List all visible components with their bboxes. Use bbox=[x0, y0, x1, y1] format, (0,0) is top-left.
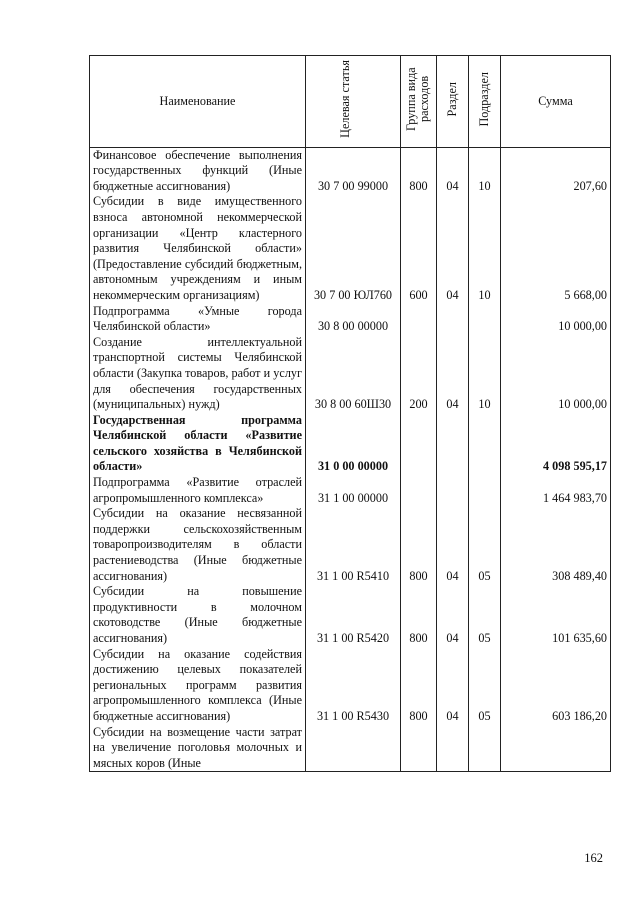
cell-subsection: 05 bbox=[469, 506, 501, 584]
cell-group: 800 bbox=[401, 147, 437, 194]
cell-group bbox=[401, 725, 437, 772]
cell-name: Государственная программа Челябинской области «Развитие сельского хозяйства в Челябинской области» bbox=[90, 413, 306, 475]
header-subsection-text: Подраздел bbox=[477, 71, 491, 127]
table-row bbox=[90, 335, 611, 413]
cell-section: 04 bbox=[437, 194, 469, 303]
header-sum: Сумма bbox=[501, 56, 611, 148]
cell-name: Субсидии на повышение продуктивности в молочном скотоводстве (Иные бюджетные ассигнования) bbox=[90, 584, 306, 646]
page-number: 162 bbox=[584, 851, 603, 865]
cell-target bbox=[306, 725, 401, 772]
table-row bbox=[90, 304, 611, 335]
budget-table bbox=[89, 55, 611, 772]
cell-group: 200 bbox=[401, 335, 437, 413]
header-target-text: Целевая статья bbox=[338, 60, 352, 138]
cell-group: 800 bbox=[401, 647, 437, 725]
cell-group: 600 bbox=[401, 194, 437, 303]
cell-group bbox=[401, 413, 437, 475]
cell-target: 31 1 00 00000 bbox=[306, 475, 401, 506]
cell-group bbox=[401, 475, 437, 506]
cell-sum: 603 186,20 bbox=[501, 647, 611, 725]
cell-target: 30 7 00 ЮЛ760 bbox=[306, 194, 401, 303]
cell-sum: 10 000,00 bbox=[501, 335, 611, 413]
cell-subsection bbox=[469, 413, 501, 475]
cell-section: 04 bbox=[437, 147, 469, 194]
cell-section: 04 bbox=[437, 584, 469, 646]
cell-target: 30 7 00 99000 bbox=[306, 147, 401, 194]
cell-name: Субсидии на оказание содействия достижению целевых показателей региональных программ развития агропромышленного комплекса (Иные бюджетные ассигнования) bbox=[90, 647, 306, 725]
cell-target: 31 0 00 00000 bbox=[306, 413, 401, 475]
table-row bbox=[90, 506, 611, 584]
cell-section bbox=[437, 475, 469, 506]
table-row bbox=[90, 584, 611, 646]
header-subsection bbox=[469, 56, 501, 148]
cell-subsection: 05 bbox=[469, 647, 501, 725]
cell-subsection: 10 bbox=[469, 335, 501, 413]
cell-name: Создание интеллектуальной транспортной системы Челябинской области (Закупка товаров, работ и услуг для обеспечения государственных (муниципальных) нужд) bbox=[90, 335, 306, 413]
table-row bbox=[90, 413, 611, 475]
cell-section bbox=[437, 304, 469, 335]
table-row bbox=[90, 147, 611, 194]
cell-section: 04 bbox=[437, 506, 469, 584]
table-row bbox=[90, 475, 611, 506]
cell-subsection bbox=[469, 475, 501, 506]
table-row bbox=[90, 725, 611, 772]
table-row bbox=[90, 647, 611, 725]
header-group-text: Группа вида расходов bbox=[403, 67, 431, 131]
header-name: Наименование bbox=[90, 56, 306, 148]
table-body bbox=[90, 147, 611, 772]
cell-sum: 4 098 595,17 bbox=[501, 413, 611, 475]
cell-subsection: 10 bbox=[469, 194, 501, 303]
cell-target: 30 8 00 60Ш30 bbox=[306, 335, 401, 413]
table-row bbox=[90, 194, 611, 303]
cell-subsection bbox=[469, 725, 501, 772]
cell-section: 04 bbox=[437, 647, 469, 725]
cell-name: Подпрограмма «Развитие отраслей агропромышленного комплекса» bbox=[90, 475, 306, 506]
cell-subsection: 10 bbox=[469, 147, 501, 194]
cell-section: 04 bbox=[437, 335, 469, 413]
cell-sum: 10 000,00 bbox=[501, 304, 611, 335]
cell-target: 31 1 00 R5430 bbox=[306, 647, 401, 725]
cell-subsection: 05 bbox=[469, 584, 501, 646]
table-header-row bbox=[90, 56, 611, 148]
cell-name: Субсидии в виде имущественного взноса автономной некоммерческой организации «Центр кластерного развития Челябинской области» (Предоставление субсидий бюджетным, автономным учреждениям и иным некоммерческим организациям) bbox=[90, 194, 306, 303]
cell-target: 30 8 00 00000 bbox=[306, 304, 401, 335]
cell-sum: 1 464 983,70 bbox=[501, 475, 611, 506]
cell-target: 31 1 00 R5410 bbox=[306, 506, 401, 584]
cell-subsection bbox=[469, 304, 501, 335]
cell-name: Субсидии на возмещение части затрат на увеличение поголовья молочных и мясных коров (Иные bbox=[90, 725, 306, 772]
header-section bbox=[437, 56, 469, 148]
cell-name: Подпрограмма «Умные города Челябинской области» bbox=[90, 304, 306, 335]
cell-group: 800 bbox=[401, 584, 437, 646]
cell-name: Субсидии на оказание несвязанной поддержки сельскохозяйственным товаропроизводителям в области растениеводства (Иные бюджетные ассигнования) bbox=[90, 506, 306, 584]
cell-sum: 308 489,40 bbox=[501, 506, 611, 584]
cell-sum: 101 635,60 bbox=[501, 584, 611, 646]
header-group bbox=[401, 56, 437, 148]
cell-group: 800 bbox=[401, 506, 437, 584]
cell-target: 31 1 00 R5420 bbox=[306, 584, 401, 646]
cell-name: Финансовое обеспечение выполнения государственных функций (Иные бюджетные ассигнования) bbox=[90, 147, 306, 194]
cell-sum bbox=[501, 725, 611, 772]
header-target bbox=[306, 56, 401, 148]
cell-section bbox=[437, 413, 469, 475]
header-section-text: Раздел bbox=[445, 81, 459, 117]
cell-sum: 207,60 bbox=[501, 147, 611, 194]
cell-section bbox=[437, 725, 469, 772]
cell-group bbox=[401, 304, 437, 335]
cell-sum: 5 668,00 bbox=[501, 194, 611, 303]
